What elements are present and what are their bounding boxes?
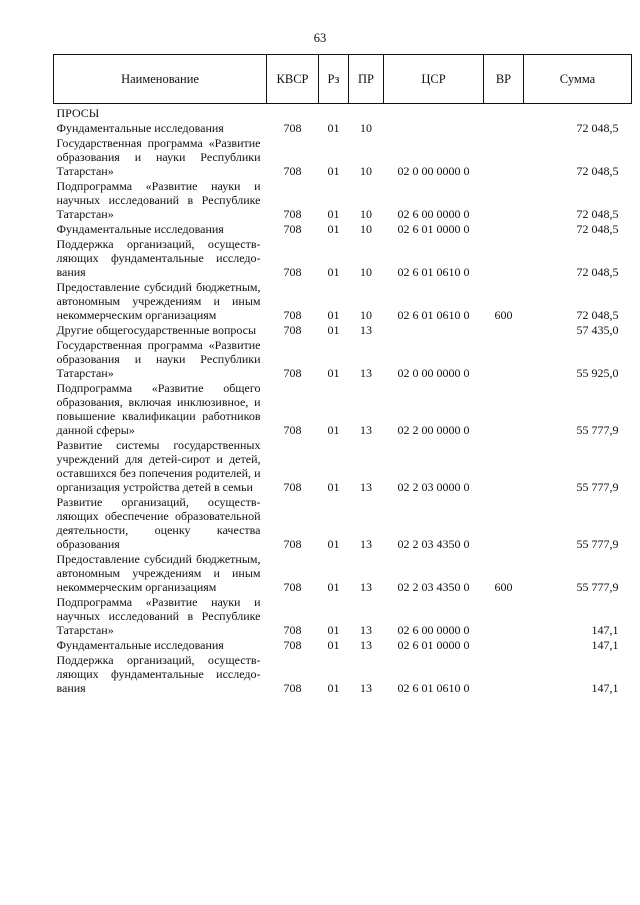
row-vr (484, 323, 524, 338)
row-csr: 02 0 00 0000 0 (397, 366, 470, 380)
row-rz: 01 (327, 480, 340, 494)
row-name: Государственная программа «Развитие образования и науки Республики Татарстан» (56, 136, 261, 178)
header-vr: ВР (484, 55, 524, 104)
row-pr: 13 (360, 638, 372, 652)
row-kvsr (267, 104, 319, 122)
row-csr (384, 104, 484, 122)
table-row (54, 552, 632, 595)
row-kvsr: 708 (283, 537, 302, 551)
row-name: Фундаментальные исследования (56, 121, 224, 135)
row-pr: 10 (360, 121, 372, 135)
row-name: Предоставление субсидий бюджетным, автономным учреждениям и иным некоммерческим организациям (56, 280, 261, 322)
row-kvsr: 708 (283, 323, 302, 337)
row-vr (484, 338, 524, 381)
row-rz: 01 (327, 638, 340, 652)
row-kvsr: 708 (283, 222, 302, 236)
table-row (54, 237, 632, 280)
row-sum: 72 048,5 (576, 207, 619, 221)
row-pr: 13 (360, 537, 372, 551)
row-name: Подпрограмма «Развитие общего образования, включая инклюзивное, и повышение квалификации работников данной сферы» (56, 381, 261, 437)
row-csr: 02 6 01 0610 0 (397, 265, 470, 279)
row-vr (484, 638, 524, 653)
row-sum: 147,1 (591, 623, 619, 637)
row-vr (484, 179, 524, 222)
table-row (54, 104, 632, 122)
row-vr (484, 595, 524, 638)
row-rz: 01 (327, 207, 340, 221)
row-name: Развитие организаций, осуществляющих обеспечение образовательной деятельности, оценку качества образования (56, 495, 261, 551)
row-pr: 13 (360, 681, 372, 695)
row-pr: 13 (360, 580, 372, 594)
row-rz: 01 (327, 164, 340, 178)
row-kvsr: 708 (283, 480, 302, 494)
row-sum: 147,1 (591, 638, 619, 652)
row-name: Подпрограмма «Развитие науки и научных исследований в Республике Татарстан» (56, 595, 261, 637)
row-name: Государственная программа «Развитие образования и науки Республики Татарстан» (56, 338, 261, 380)
row-csr (384, 323, 484, 338)
row-rz: 01 (327, 121, 340, 135)
row-vr (484, 121, 524, 136)
row-kvsr: 708 (283, 580, 302, 594)
row-sum: 55 777,9 (576, 537, 619, 551)
row-name: ПРОСЫ (56, 106, 100, 120)
row-csr: 02 2 03 4350 0 (397, 537, 470, 551)
row-sum: 55 777,9 (576, 580, 619, 594)
row-pr: 13 (360, 480, 372, 494)
row-kvsr: 708 (283, 164, 302, 178)
row-sum: 72 048,5 (576, 121, 619, 135)
row-rz: 01 (327, 580, 340, 594)
row-csr: 02 2 03 0000 0 (397, 480, 470, 494)
row-kvsr: 708 (283, 681, 302, 695)
row-vr (484, 381, 524, 438)
row-csr: 02 0 00 0000 0 (397, 164, 470, 178)
row-name: Подпрограмма «Развитие науки и научных исследований в Республике Татарстан» (56, 179, 261, 221)
row-pr: 13 (360, 623, 372, 637)
row-rz: 01 (327, 222, 340, 236)
row-kvsr: 708 (283, 121, 302, 135)
table-row (54, 121, 632, 136)
row-csr: 02 6 01 0610 0 (397, 681, 470, 695)
row-sum: 55 777,9 (576, 423, 619, 437)
row-vr (484, 495, 524, 552)
row-sum: 72 048,5 (576, 265, 619, 279)
row-pr: 10 (360, 308, 372, 322)
row-name: Поддержка организаций, осуществляющих фундаментальные исследования (56, 237, 261, 279)
row-vr (484, 438, 524, 495)
row-pr (349, 104, 384, 122)
row-kvsr: 708 (283, 207, 302, 221)
row-name: Предоставление субсидий бюджетным, автономным учреждениям и иным некоммерческим организациям (56, 552, 261, 594)
row-csr: 02 2 00 0000 0 (397, 423, 470, 437)
table-row (54, 280, 632, 323)
row-rz: 01 (327, 423, 340, 437)
row-sum: 55 777,9 (576, 480, 619, 494)
row-name: Другие общегосударственные вопросы (56, 323, 257, 337)
table-row (54, 179, 632, 222)
row-vr (484, 136, 524, 179)
table-row (54, 222, 632, 237)
table-header-row (54, 55, 632, 104)
row-csr: 02 2 03 4350 0 (397, 580, 470, 594)
row-csr: 02 6 01 0000 0 (397, 222, 470, 236)
header-rz: Рз (319, 55, 349, 104)
table-row (54, 495, 632, 552)
row-pr: 10 (360, 222, 372, 236)
row-kvsr: 708 (283, 265, 302, 279)
table-row (54, 323, 632, 338)
page-number: 63 (313, 31, 327, 45)
header-name: Наименование (54, 55, 267, 104)
row-sum: 72 048,5 (576, 164, 619, 178)
row-rz: 01 (327, 323, 340, 337)
table-row (54, 638, 632, 653)
row-sum: 72 048,5 (576, 308, 619, 322)
row-pr: 13 (360, 323, 372, 337)
row-kvsr: 708 (283, 638, 302, 652)
row-sum: 57 435,0 (576, 323, 619, 337)
budget-table (53, 54, 632, 696)
row-vr (484, 237, 524, 280)
row-csr: 02 6 00 0000 0 (397, 623, 470, 637)
row-sum (524, 104, 632, 122)
row-name: Поддержка организаций, осуществляющих фундаментальные исследования (56, 653, 261, 695)
row-csr (384, 121, 484, 136)
row-pr: 10 (360, 164, 372, 178)
row-name: Фундаментальные исследования (56, 222, 224, 236)
header-csr: ЦСР (384, 55, 484, 104)
header-sum: Сумма (524, 55, 632, 104)
row-sum: 55 925,0 (576, 366, 619, 380)
table-row (54, 653, 632, 696)
row-name: Фундаментальные исследования (56, 638, 224, 652)
header-kvsr: КВСР (267, 55, 319, 104)
row-rz (319, 104, 349, 122)
table-row (54, 338, 632, 381)
row-csr: 02 6 01 0000 0 (397, 638, 470, 652)
row-kvsr: 708 (283, 623, 302, 637)
row-kvsr: 708 (283, 366, 302, 380)
row-kvsr: 708 (283, 423, 302, 437)
header-pr: ПР (349, 55, 384, 104)
table-row (54, 136, 632, 179)
row-name: Развитие системы государственных учреждений для детей-сирот и детей, оставшихся без попечения родителей, и организация устройства детей в семьи (56, 438, 261, 494)
row-csr: 02 6 01 0610 0 (397, 308, 470, 322)
row-rz: 01 (327, 265, 340, 279)
row-rz: 01 (327, 366, 340, 380)
row-rz: 01 (327, 623, 340, 637)
row-pr: 13 (360, 366, 372, 380)
row-vr: 600 (494, 308, 513, 322)
row-rz: 01 (327, 681, 340, 695)
row-vr: 600 (494, 580, 513, 594)
row-csr: 02 6 00 0000 0 (397, 207, 470, 221)
row-pr: 13 (360, 423, 372, 437)
row-kvsr: 708 (283, 308, 302, 322)
row-pr: 10 (360, 265, 372, 279)
table-row (54, 595, 632, 638)
row-vr (484, 653, 524, 696)
row-sum: 147,1 (591, 681, 619, 695)
row-rz: 01 (327, 308, 340, 322)
row-vr (484, 222, 524, 237)
row-pr: 10 (360, 207, 372, 221)
table-row (54, 381, 632, 438)
row-vr (484, 104, 524, 122)
row-sum: 72 048,5 (576, 222, 619, 236)
row-rz: 01 (327, 537, 340, 551)
table-row (54, 438, 632, 495)
